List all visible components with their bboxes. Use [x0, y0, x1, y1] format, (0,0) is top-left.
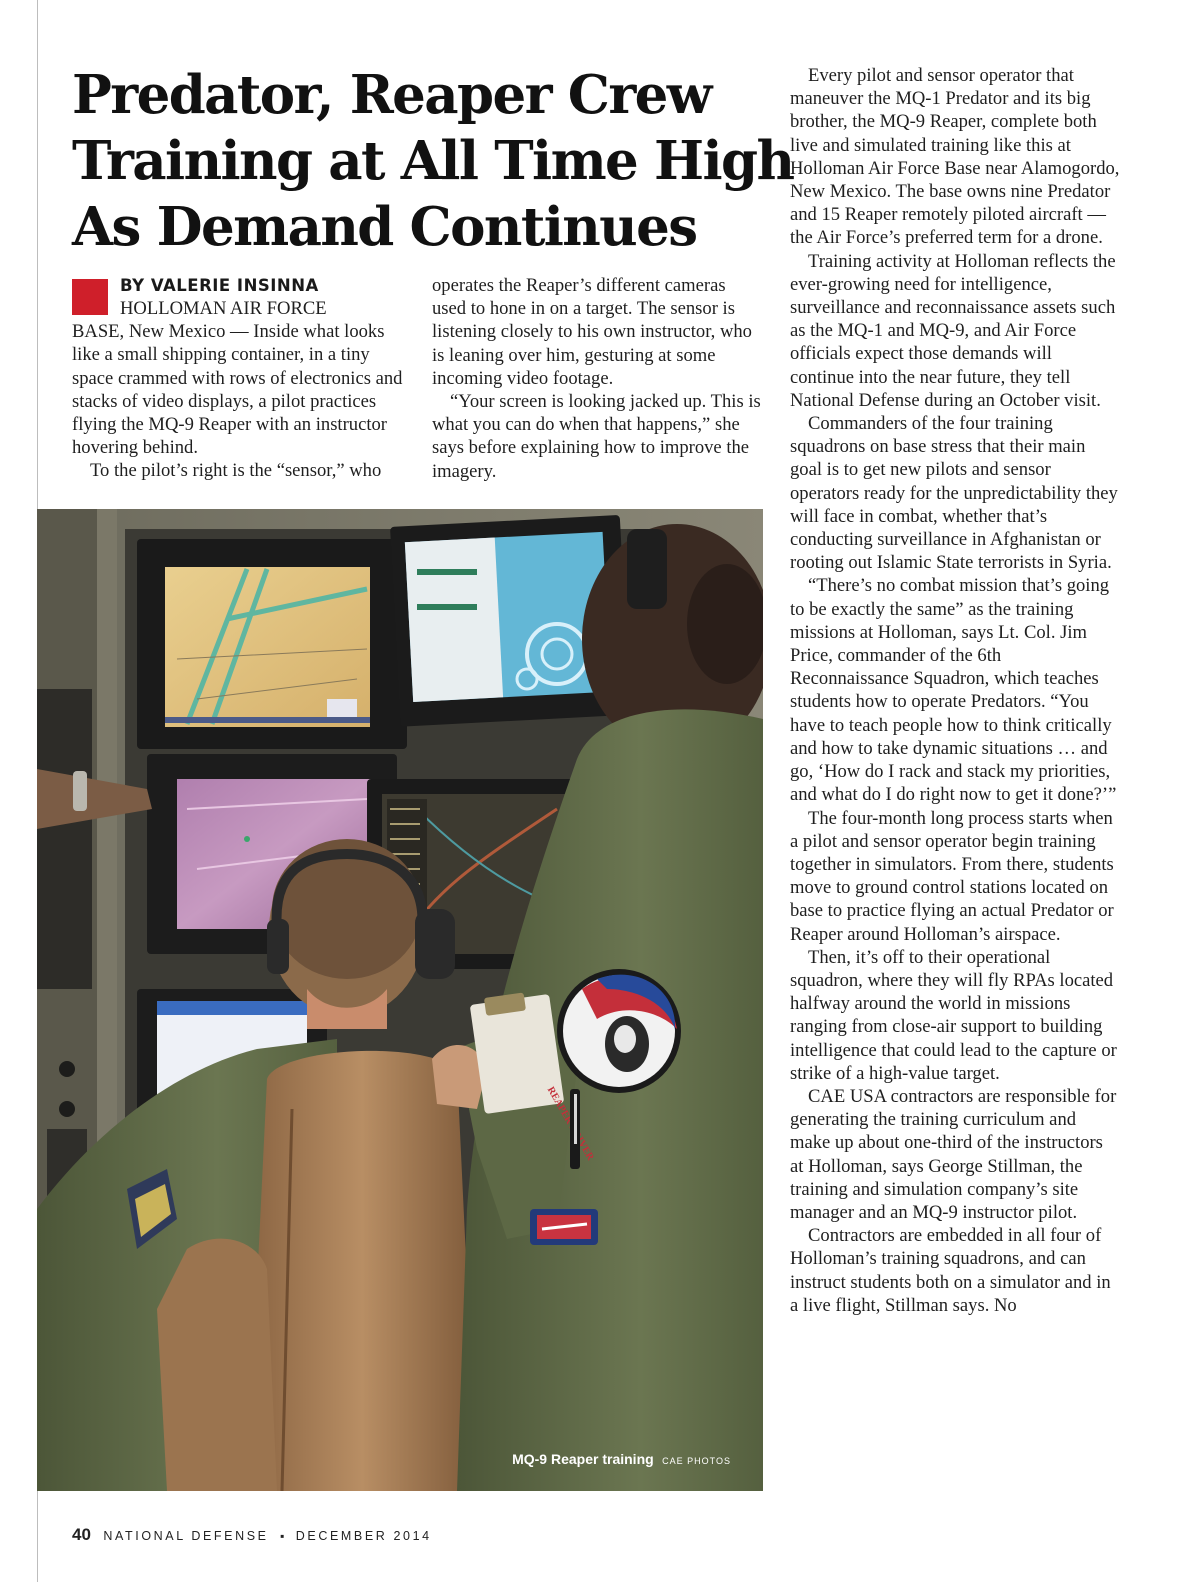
paragraph: To the pilot’s right is the “sensor,” who	[90, 460, 382, 482]
caption-text: MQ-9 Reaper training	[512, 1451, 654, 1467]
publication-name: NATIONAL DEFENSE	[103, 1529, 269, 1543]
paragraph: operates the Reaper’s different cameras used to hone in on a target. The sensor is listening closely to his own instructor, who is leaning over him, gesturing at some incoming video footage.	[432, 275, 752, 389]
photo-credit: CAE PHOTOS	[662, 1456, 731, 1466]
byline: BY VALERIE INSINNA	[120, 276, 319, 295]
article-headline	[72, 62, 794, 260]
photo-illustration	[37, 509, 763, 1491]
paragraph: BASE, New Mexico — Inside what looks like a small shipping container, in a tiny space crammed with rows of electronics and stacks of video displays, a pilot practices flying the MQ-9 Reaper with an instructor hovering behind.	[72, 321, 403, 459]
paragraph: “There’s no combat mission that’s going to be exactly the same” as the training missions at Holloman, says Lt. Col. Jim Price, commander of the 6th Reconnaissance Squadron, which teaches students how to operate Predators. “You have to teach people how to think critically and how to take dynamic situations … and go, ‘How do I rack and stack my priorities, and what do I do right now to get it done?’”	[790, 575, 1117, 806]
page-footer	[72, 1525, 432, 1545]
headline-line-1: Predator, Reaper Crew	[72, 64, 711, 126]
issue-date: DECEMBER 2014	[295, 1529, 432, 1543]
patch-text: REAPER DRIVER	[544, 1085, 596, 1163]
paragraph: CAE USA contractors are responsible for generating the training curriculum and make up about one-third of the instructors at Holloman, says George Stillman, the training and simulation company’s site manager and an MQ-9 instructor pilot.	[790, 1085, 1117, 1223]
dateline: HOLLOMAN AIR FORCE	[120, 298, 327, 319]
page-number: 40	[72, 1525, 91, 1544]
paragraph: Every pilot and sensor operator that maneuver the MQ-1 Predator and its big brother, the MQ-9 Reaper, complete both live and simulated training like this at Holloman Air Force Base near Alamogordo, New Mexico. The base owns nine Predator and 15 Reaper remotely piloted aircraft — the Air Force’s preferred term for a drone.	[790, 65, 1120, 249]
article-column-2	[432, 274, 762, 483]
paragraph: Contractors are embedded in all four of Holloman’s training squadrons, and can instruct students both on a simulator and in a live flight, Stillman says. No	[790, 1225, 1111, 1316]
footer-separator: ▪	[280, 1529, 285, 1543]
paragraph: “Your screen is looking jacked up. This is what you can do when that happens,” she says before explaining how to improve the imagery.	[432, 391, 761, 482]
article-column-3	[790, 64, 1120, 1317]
paragraph: Then, it’s off to their operational squadron, where they will fly RPAs located halfway around the world in missions ranging from close-air support to building intelligence that could lead to the capture or strike of a high-value target.	[790, 946, 1117, 1084]
headline-line-3: As Demand Continues	[72, 196, 697, 258]
paragraph: The four-month long process starts when a pilot and sensor operator begin training together in simulators. From there, students move to ground control stations located on base to practice flying an actual Predator or Reaper around Holloman’s airspace.	[790, 807, 1114, 945]
paragraph: Commanders of the four training squadrons on base stress that their main goal is to get new pilots and sensor operators ready for the unpredictability they will face in combat, whether that’s conducting surveillance in Afghanistan or rooting out Islamic State terrorists in Syria.	[790, 413, 1118, 574]
headline-line-2: Training at All Time High	[72, 130, 794, 192]
article-photo	[37, 509, 763, 1491]
byline-block	[72, 274, 404, 320]
article-column-1	[72, 274, 404, 483]
paragraph: Training activity at Holloman reflects the ever-growing need for intelligence, surveillance and reconnaissance assets such as the MQ-1 and MQ-9, and Air Force officials expect those demands will continue into the near future, they tell National Defense during an October visit.	[790, 250, 1116, 411]
photo-caption	[512, 1451, 731, 1469]
section-marker-square	[72, 279, 108, 315]
